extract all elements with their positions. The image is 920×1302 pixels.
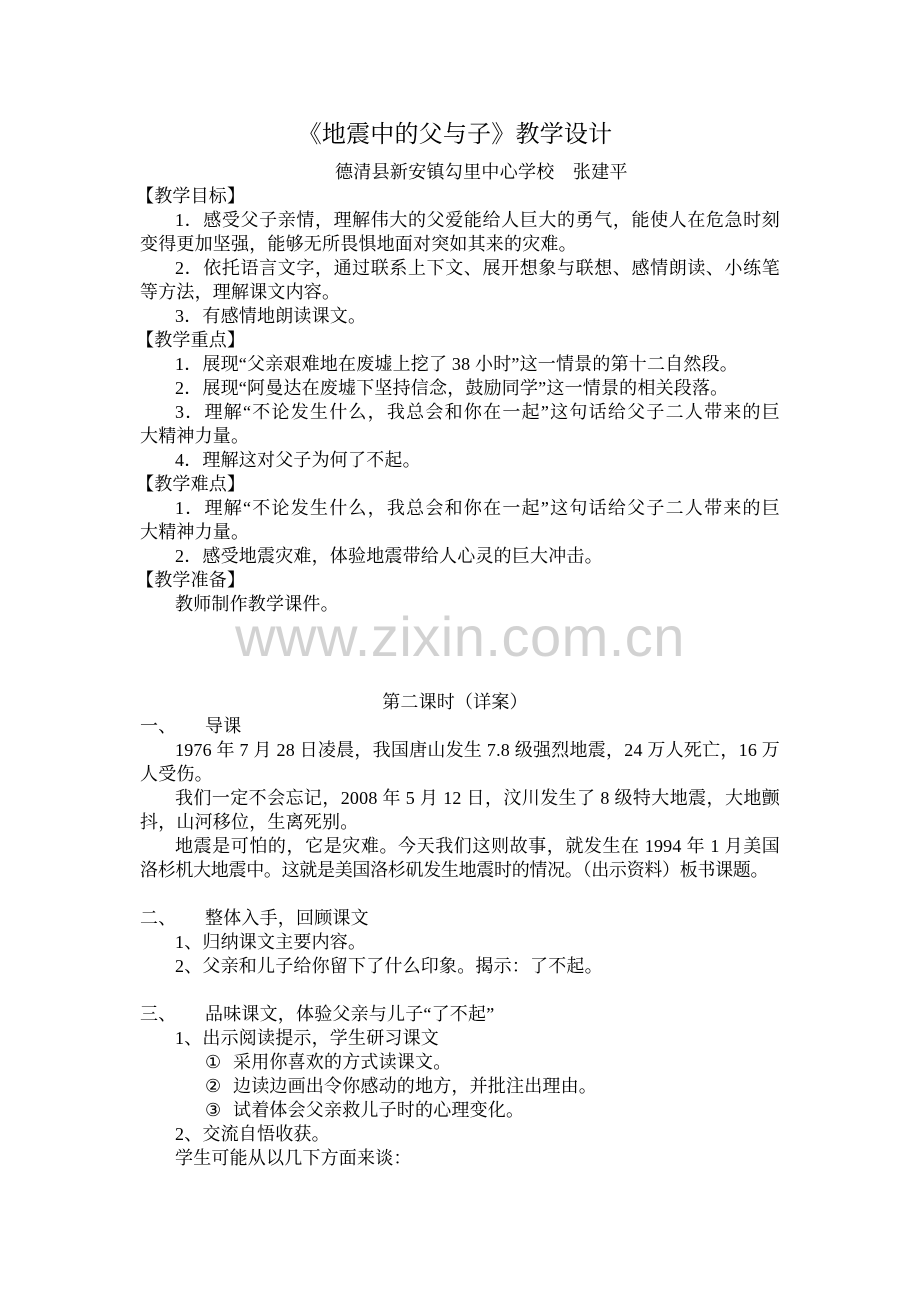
part-overview [140, 906, 780, 978]
text-line: 4．理解这对父子为何了不起。 [175, 450, 421, 470]
text-line: 等方法，理解课文内容。 [140, 282, 341, 302]
text-line: 2．依托语言文字，通过联系上下文、展开想象与联想、感情朗读、小练笔 [175, 258, 780, 278]
tip-marker: ③ [205, 1100, 222, 1120]
difficulties-section [136, 472, 780, 568]
part-number: 三、 [140, 1004, 177, 1024]
tip-marker: ① [205, 1052, 222, 1072]
reading-tip [140, 1074, 780, 1098]
section-heading: 【教学难点】 [136, 474, 246, 494]
tip-text: 采用你喜欢的方式读课文。 [233, 1052, 452, 1072]
part-heading [140, 1002, 780, 1026]
section-heading: 【教学目标】 [136, 186, 246, 206]
part-intro [140, 714, 780, 882]
key-point-item [140, 400, 780, 448]
part-heading [140, 906, 780, 930]
reading-tip [140, 1098, 780, 1122]
lesson-title: 第二课时（详案） [382, 692, 528, 712]
part-number: 二、 [140, 908, 177, 928]
key-points-section [136, 328, 780, 472]
tip-text: 边读边画出令你感动的地方，并批注出理由。 [233, 1076, 597, 1096]
text-line: 学生可能从以几下方面来谈： [175, 1148, 412, 1168]
text-line: 地震是可怕的，它是灾难。今天我们这则故事，就发生在 1994 年 1 月美国 [175, 836, 780, 856]
list-item: 2、父亲和儿子给你留下了什么印象。揭示：了不起。 [175, 956, 603, 976]
goal-item [140, 208, 780, 256]
key-point-item [140, 448, 780, 472]
part-title: 导课 [205, 716, 242, 736]
text-line: 洛杉机大地震中。这就是美国洛杉矶发生地震时的情况。（出示资料）板书课题。 [140, 860, 769, 880]
list-item: 2、交流自悟收获。 [175, 1124, 330, 1144]
section-heading: 【教学重点】 [136, 330, 246, 350]
text-line: 我们一定不会忘记，2008 年 5 月 12 日，汶川发生了 8 级特大地震，大地颤 [175, 788, 780, 808]
teaching-goals-section [136, 184, 780, 328]
text-line: 抖，山河移位，生离死别。 [140, 812, 359, 832]
list-item: 1、归纳课文主要内容。 [175, 932, 367, 952]
watermark: www.zixin.com.cn [235, 605, 685, 668]
difficulty-item [140, 496, 780, 544]
text-line: 大精神力量。 [140, 522, 250, 542]
part-heading [140, 714, 780, 738]
tip-marker: ② [205, 1076, 222, 1096]
section-heading: 【教学准备】 [136, 570, 246, 590]
tip-text: 试着体会父亲救儿子时的心理变化。 [233, 1100, 525, 1120]
text-line: 教师制作教学课件。 [175, 594, 339, 614]
difficulty-item [140, 544, 780, 568]
document-body [136, 120, 780, 1170]
paragraph [140, 786, 780, 834]
text-line: 人受伤。 [140, 764, 213, 784]
blank-line [140, 978, 780, 1002]
goal-item [140, 304, 780, 328]
list-item: 1、出示阅读提示，学生研习课文 [175, 1028, 439, 1048]
reading-tip [140, 1050, 780, 1074]
text-line: 大精神力量。 [140, 426, 250, 446]
part-reading [140, 1002, 780, 1170]
document-title: 《地震中的父与子》教学设计 [297, 122, 613, 148]
part-title: 整体入手，回顾课文 [205, 908, 369, 928]
text-line: 2．展现“阿曼达在废墟下坚持信念，鼓励同学”这一情景的相关段落。 [175, 378, 729, 398]
blank-line [140, 882, 780, 906]
key-point-item [140, 376, 780, 400]
part-title: 品味课文，体验父亲与儿子“了不起” [205, 1004, 495, 1024]
part-number: 一、 [140, 716, 177, 736]
paragraph [140, 738, 780, 786]
preparation-section [136, 568, 780, 616]
text-line: 1．感受父子亲情，理解伟大的父爱能给人巨大的勇气，能使人在危急时刻 [175, 210, 780, 230]
paragraph [140, 834, 780, 882]
key-point-item [140, 352, 780, 376]
text-line: 2．感受地震灾难，体验地震带给人心灵的巨大冲击。 [175, 546, 603, 566]
text-line: 3．有感情地朗读课文。 [175, 306, 367, 326]
text-line: 变得更加坚强，能够无所畏惧地面对突如其来的灾难。 [140, 234, 577, 254]
text-line: 3．理解“不论发生什么，我总会和你在一起”这句话给父子二人带来的巨 [175, 402, 780, 422]
author-line: 德清县新安镇勾里中心学校 张建平 [335, 162, 628, 182]
goal-item [140, 256, 780, 304]
text-line: 1．理解“不论发生什么，我总会和你在一起”这句话给父子二人带来的巨 [175, 498, 780, 518]
text-line: 1976 年 7 月 28 日凌晨，我国唐山发生 7.8 级强烈地震，24 万人死亡，16 万 [175, 740, 780, 760]
text-line: 1．展现“父亲艰难地在废墟上挖了 38 小时”这一情景的第十二自然段。 [175, 354, 738, 374]
